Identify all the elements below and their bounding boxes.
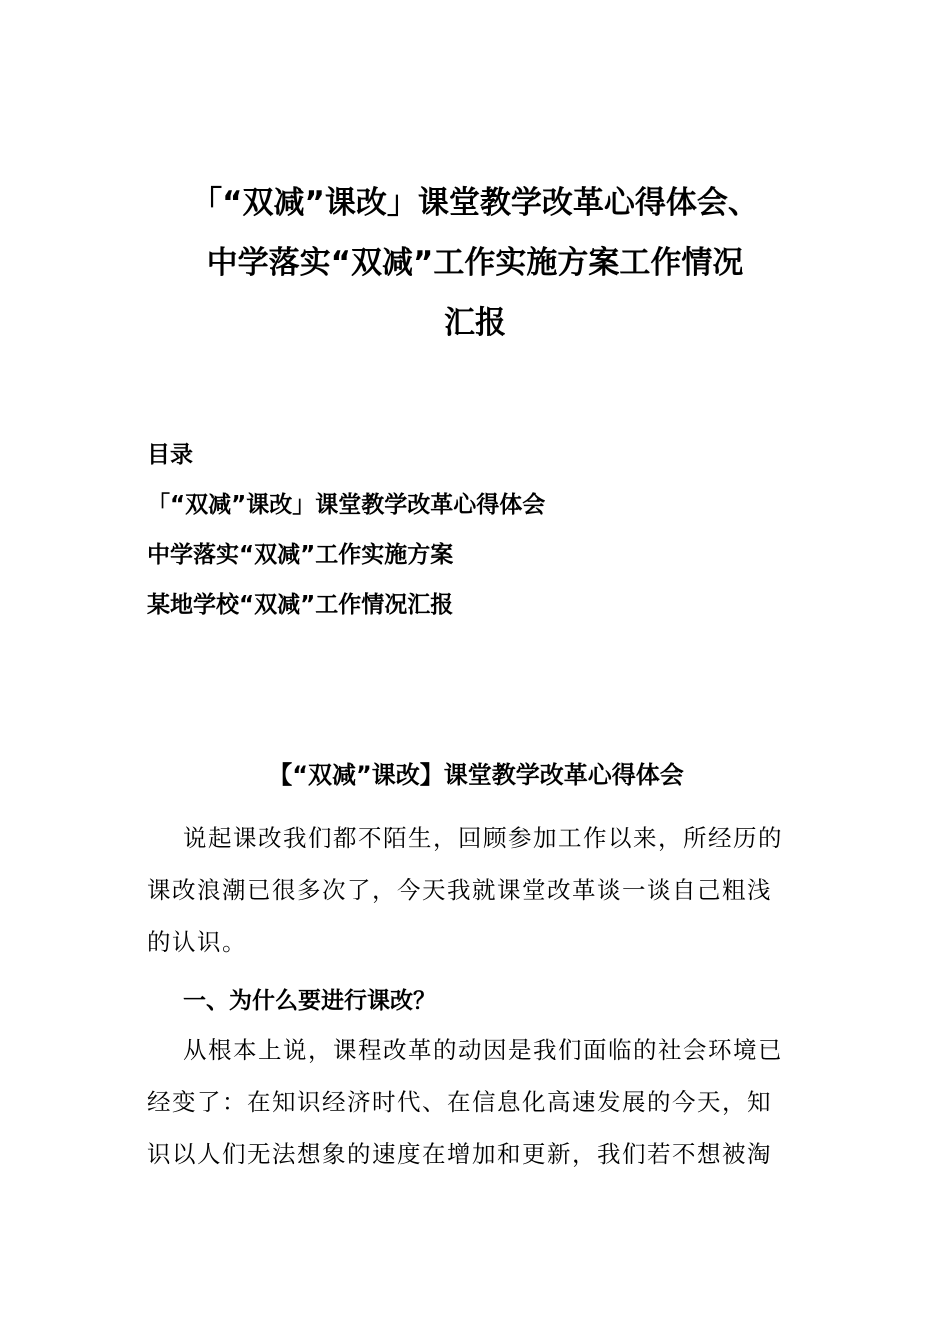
- body-paragraph: [147, 1024, 805, 1180]
- section-heading: 一、为什么要进行课改？: [183, 988, 436, 1014]
- paragraph-line: 识以人们无法想象的速度在增加和更新，我们若不想被淘: [147, 1140, 772, 1168]
- intro-paragraph: [147, 812, 805, 968]
- document-title: [120, 173, 830, 353]
- paragraph-line: 经变了：在知识经济时代、在信息化高速发展的今天，知: [147, 1088, 772, 1116]
- paragraph-line: 说起课改我们都不陌生，回顾参加工作以来，所经历的: [183, 824, 783, 852]
- toc-item: 某地学校“双减”工作情况汇报: [147, 592, 454, 618]
- title-line: 汇报: [444, 305, 506, 341]
- toc-heading: 目录: [147, 442, 193, 468]
- paragraph-line: 课改浪潮已很多次了，今天我就课堂改革谈一谈自己粗浅: [147, 876, 772, 904]
- section-title: 【“双减”课改】课堂教学改革心得体会: [268, 761, 684, 789]
- toc-item: 「“双减”课改」课堂教学改革心得体会: [147, 492, 546, 518]
- paragraph-line: 的认识。: [147, 928, 247, 956]
- title-line: 「“双减”课改」课堂教学改革心得体会、: [191, 185, 759, 221]
- paragraph-line: 从根本上说，课程改革的动因是我们面临的社会环境已: [183, 1036, 783, 1064]
- table-of-contents: [147, 430, 827, 630]
- title-line: 中学落实“双减”工作实施方案工作情况: [206, 245, 744, 281]
- toc-item: 中学落实“双减”工作实施方案: [147, 542, 454, 568]
